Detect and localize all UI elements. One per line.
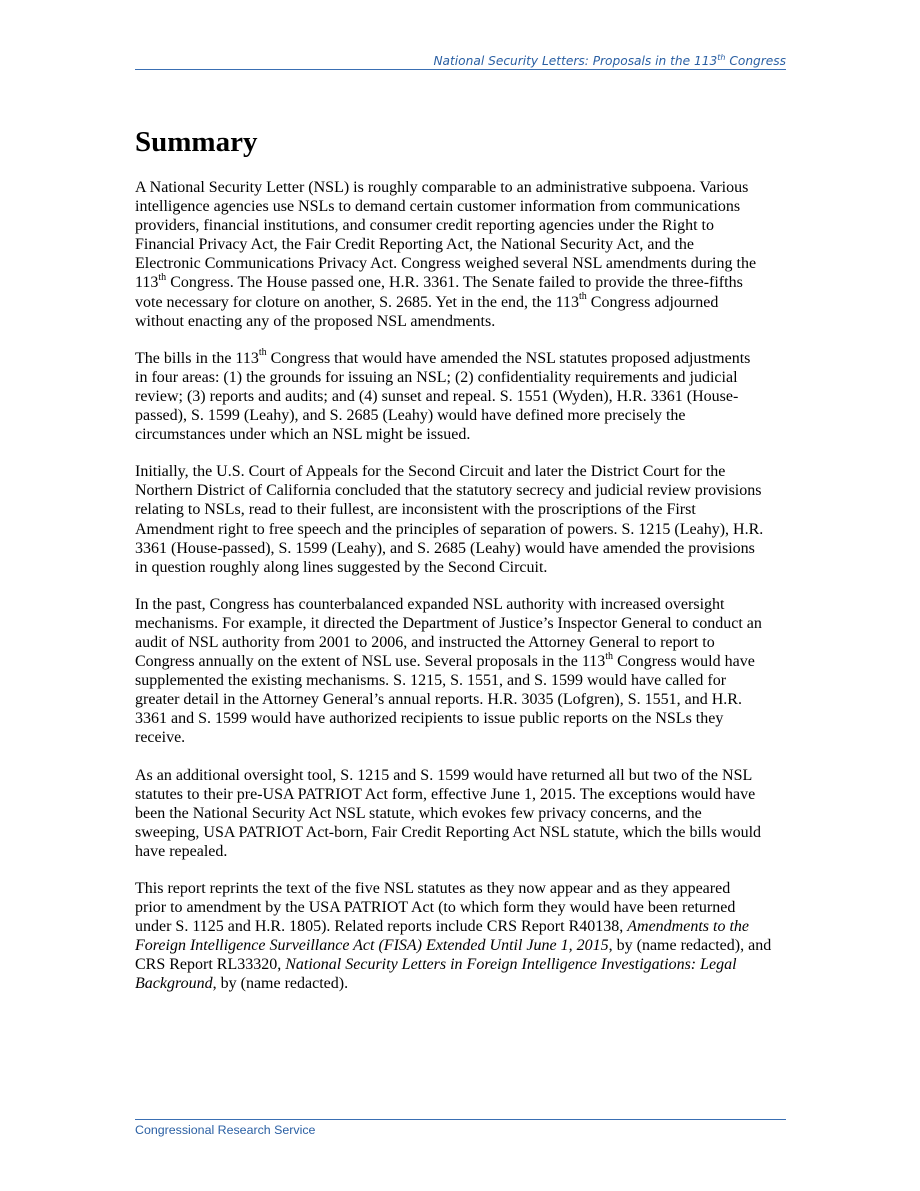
paragraph-1-text-a: A National Security Letter (NSL) is roughly comparable to an administrative subpoena. Various intelligence agencies use NSLs to demand certain customer information from communications providers, financial institutions, and consumer credit reporting agencies under the Right to Financial Privacy Act, the Fair Credit Reporting Act, the National Security Act, and the Electronic Communications Privacy Act. Congress weighed several NSL amendments during the 113: [135, 179, 757, 292]
paragraph-1-text-b: Congress. The House passed one, H.R. 3361. The Senate failed to provide the three-fifths vote necessary for cloture on another, S. 2685. Yet in the end, the 113: [135, 274, 743, 311]
paragraph-2-text-b: Congress that would have amended the NSL statutes proposed adjustments in four areas: (1) the grounds for issuing an NSL; (2) confidentiality requirements and judicial review; (3) reports and audits; and (4) sunset and repeal. S. 1551 (Wyden), H.R. 3361 (House- passed), S. 1599 (Leahy), and S. 2685 (Leahy) would have defined more precisely the circumstances under which an NSL might be issued.: [135, 349, 751, 444]
ordinal-superscript: th: [158, 272, 167, 284]
report-title-nsl: National Security Letters in Foreign Intelligence Investigations: Legal Background: [135, 956, 737, 993]
header-rule: [135, 69, 786, 70]
paragraph-4-text-a: In the past, Congress has counterbalanced expanded NSL authority with increased oversight mechanisms. For example, it directed the Department of Justice’s Inspector General to conduct an audit of NSL authority from 2001 to 2006, and instructed the Attorney General to report to Congress annually on the extent of NSL use. Several proposals in the 113: [135, 595, 762, 671]
header-text: National Security Letters: Proposals in the 113: [433, 54, 718, 68]
page-title: Summary: [135, 126, 258, 158]
paragraph-6-text-c: , by (name redacted).: [212, 975, 349, 993]
paragraph-6-text-a: This report reprints the text of the five NSL statutes as they now appear and as they appeared prior to amendment by the USA PATRIOT Act (to which form they would have been returned under S. 1125 and H.R. 1805). Related reports include CRS Report R40138,: [135, 880, 736, 936]
paragraph-1: [135, 178, 800, 331]
header-text-end: Congress: [725, 54, 786, 68]
paragraph-6: [135, 879, 800, 994]
paragraph-2-text-a: The bills in the 113: [135, 349, 259, 367]
paragraph-5: As an additional oversight tool, S. 1215 and S. 1599 would have returned all but two of the NSL statutes to their pre-USA PATRIOT Act form, effective June 1, 2015. The exceptions would have been the National Security Act NSL statute, which evokes few privacy concerns, and the sweeping, USA PATRIOT Act-born, Fair Credit Reporting Act NSL statute, which the bills would have repealed.: [135, 766, 762, 860]
paragraph-2: [135, 349, 800, 444]
report-title-fisa: Amendments to the Foreign Intelligence Surveillance Act (FISA) Extended Until June 1, 2015: [135, 918, 749, 955]
header-superscript: th: [717, 52, 726, 62]
running-footer: Congressional Research Service: [135, 1123, 316, 1137]
footer-rule: [135, 1119, 786, 1120]
paragraph-1-text-c: Congress adjourned without enacting any of the proposed NSL amendments.: [135, 293, 719, 330]
summary-body: [135, 178, 800, 1012]
ordinal-superscript: th: [258, 347, 267, 359]
paragraph-3: Initially, the U.S. Court of Appeals for the Second Circuit and later the District Court for the Northern District of California concluded that the statutory secrecy and judicial review provisions relating to NSLs, read to their fullest, are inconsistent with the proscriptions of the First Amendment right to free speech and the principles of separation of powers. S. 1215 (Leahy), H.R. 3361 (House-passed), S. 1599 (Leahy), and S. 2685 (Leahy) would have amended the provisions in question roughly along lines suggested by the Second Circuit.: [135, 463, 764, 576]
paragraph-4: [135, 595, 800, 748]
running-header: [135, 53, 786, 69]
ordinal-superscript: th: [579, 291, 587, 303]
ordinal-superscript: th: [605, 650, 614, 662]
paragraph-6-text-b: , by (name redacted), and CRS Report RL33320,: [135, 937, 772, 974]
paragraph-4-text-b: Congress would have supplemented the existing mechanisms. S. 1215, S. 1551, and S. 1599 would have called for greater detail in the Attorney General’s annual reports. H.R. 3035 (Lofgren), S. 1551, and H.R. 3361 and S. 1599 would have authorized recipients to issue public reports on the NSLs they receive.: [135, 653, 755, 747]
